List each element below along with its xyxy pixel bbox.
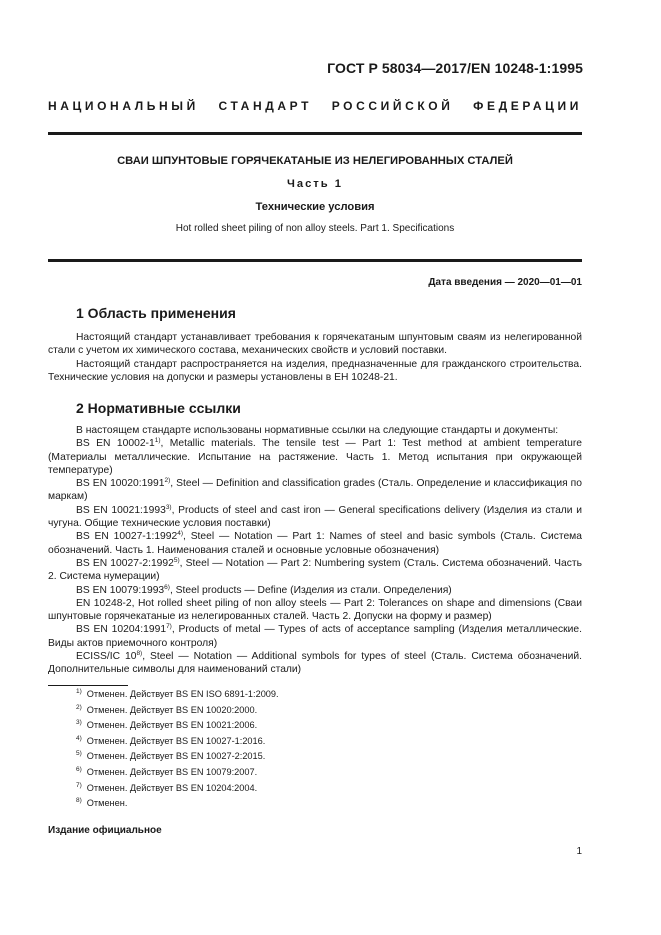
footnote: $^{8)}$ Отменен.	[76, 797, 128, 809]
reference-item: BS EN 10021:1993$^{3)}$, Products of steel and cast iron — General specifications delivery (Изделия из стали и чугуна. Общие технические условия поставки)	[48, 503, 582, 530]
header-divider	[48, 132, 582, 135]
national-standard-label: НАЦИОНАЛЬНЫЙ СТАНДАРТ РОССИЙСКОЙ ФЕДЕРАЦИИ	[48, 99, 582, 113]
section-1-paragraph: Настоящий стандарт распространяется на изделия, предназначенные для гражданского строительства. Технические условия на допуски и размеры установлены в ЕН 10248-21.	[48, 358, 582, 383]
reference-item: BS EN 10027-2:1992$^{5)}$, Steel — Notation — Part 2: Numbering system (Сталь. Система обозначений. Часть 2. Система нумерации)	[48, 556, 582, 583]
footnote-list	[76, 687, 279, 812]
section-1-heading: 1 Область применения	[76, 305, 236, 321]
title-divider	[48, 259, 582, 262]
reference-item: BS EN 10079:1993$^{6)}$, Steel products — Define (Изделия из стали. Определения)	[76, 583, 452, 596]
section-1-paragraph: Настоящий стандарт устанавливает требования к горячекатаным шпунтовым сваям из нелегированной стали с учетом их химического состава, механических свойств и условий поставки.	[48, 332, 582, 357]
page-number: 1	[576, 846, 582, 857]
footnote: $^{5)}$ Отменен. Действует BS EN 10027-2:2015.	[76, 750, 266, 762]
reference-item: BS EN 10002-1$^{1)}$, Metallic materials. The tensile test — Part 1: Test method at ambient temperature (Материалы металлические. Испытание на растяжение. Часть 1. Метод испытания при окружающей температуре)	[48, 437, 582, 476]
reference-item: BS EN 10027-1:1992$^{4)}$, Steel — Notation — Part 1: Names of steel and basic symbols (Сталь. Система обозначений. Часть 1. Наименования сталей и основные условные обозначения)	[48, 530, 582, 556]
footnote: $^{1)}$ Отменен. Действует BS EN ISO 6891-1:2009.	[76, 688, 279, 699]
footnote-divider	[48, 685, 128, 686]
footnote: $^{4)}$ Отменен. Действует BS EN 10027-1:2016.	[76, 734, 266, 746]
reference-item: EN 10248-2, Hot rolled sheet piling of non alloy steels — Part 2: Tolerances on shape and dimensions (Сваи шпунтовые горячекатаные из нелегированных сталей. Часть 2. Допуски на форму и размер)	[48, 597, 582, 623]
document-part: Часть 1	[287, 178, 343, 190]
footnote: $^{7)}$ Отменен. Действует BS EN 10204:2004.	[76, 781, 258, 793]
footnote: $^{6)}$ Отменен. Действует BS EN 10079:2007.	[76, 765, 258, 777]
document-title: СВАИ ШПУНТОВЫЕ ГОРЯЧЕКАТАНЫЕ ИЗ НЕЛЕГИРОВАННЫХ СТАЛЕЙ	[117, 155, 513, 167]
edition-label: Издание официальное	[48, 825, 162, 836]
reference-item: BS EN 10204:1991$^{7)}$, Products of metal — Types of acts of acceptance sampling (Изделия металлические. Виды актов приемочного контроля)	[48, 623, 582, 649]
section-2-intro: В настоящем стандарте использованы нормативные ссылки на следующие стандарты и документы:	[76, 425, 559, 436]
effective-date: Дата введения — 2020—01—01	[428, 277, 582, 288]
reference-item: BS EN 10020:1991$^{2)}$, Steel — Definition and classification grades (Сталь. Определение и классификация по маркам)	[48, 477, 582, 503]
reference-item: ECISS/IC 10$^{8)}$, Steel — Notation — Additional symbols for types of steel (Сталь. Система обозначений. Дополнительные символы для наименований стали)	[48, 650, 582, 676]
standard-code: ГОСТ Р 58034—2017/EN 10248-1:1995	[327, 60, 583, 76]
section-2-heading: 2 Нормативные ссылки	[76, 400, 241, 416]
footnote: $^{2)}$ Отменен. Действует BS EN 10020:2000.	[76, 703, 258, 715]
section-1-body	[48, 331, 582, 384]
section-2-body	[48, 424, 582, 677]
document-subtitle: Технические условия	[255, 201, 375, 213]
english-title: Hot rolled sheet piling of non alloy steels. Part 1. Specifications	[175, 223, 455, 234]
footnote: $^{3)}$ Отменен. Действует BS EN 10021:2006.	[76, 719, 258, 731]
